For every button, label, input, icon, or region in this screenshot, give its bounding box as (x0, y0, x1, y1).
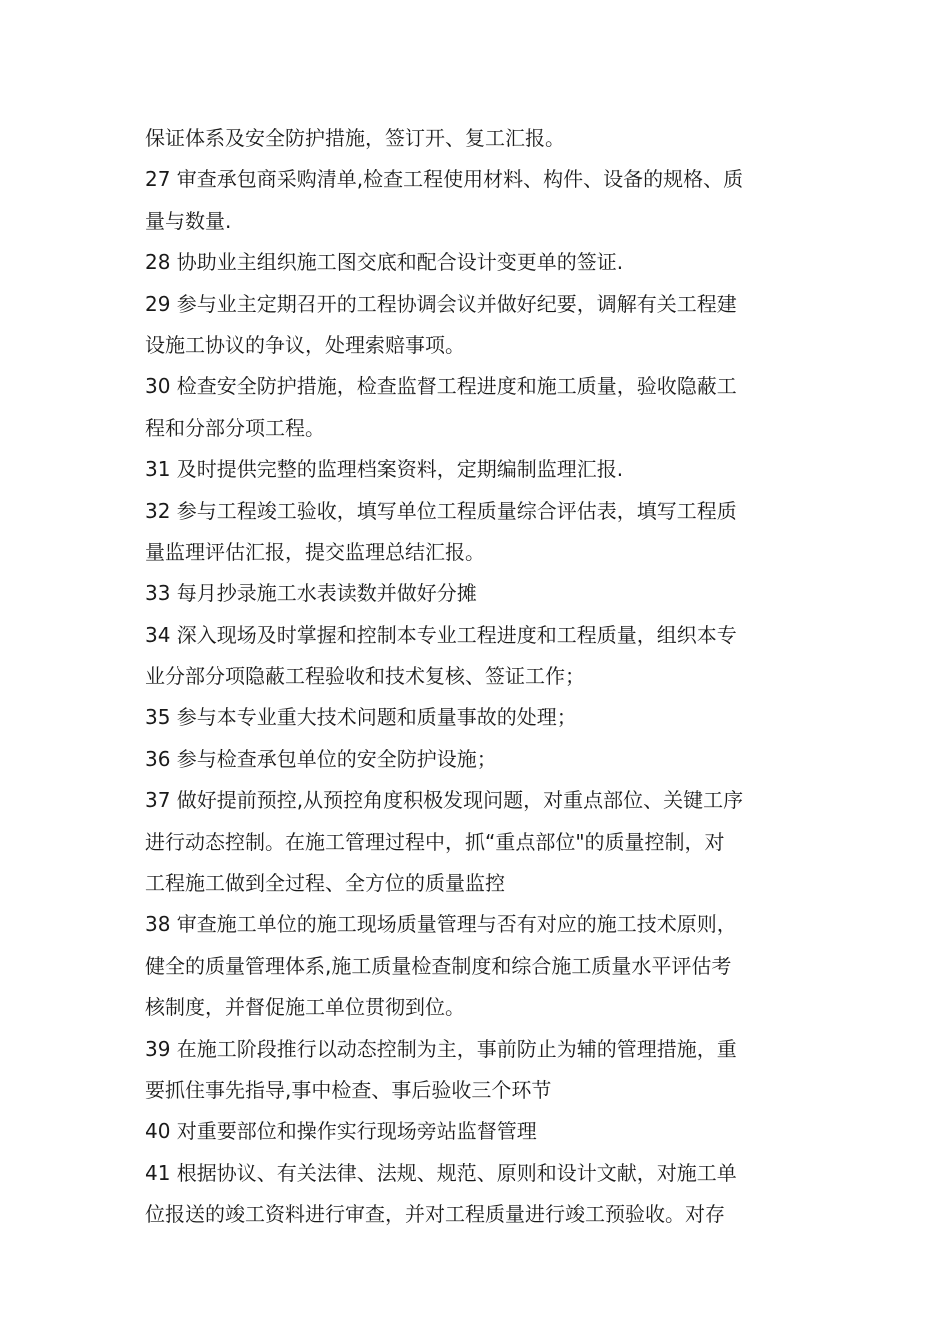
text-line: 36 参与检查承包单位的安全防护设施； (145, 746, 497, 771)
text-line: 进行动态控制。在施工管理过程中，抓“重点部位"的质量控制，对 (145, 829, 725, 854)
text-line: 量监理评估汇报，提交监理总结汇报。 (145, 539, 485, 564)
text-line: 35 参与本专业重大技术问题和质量事故的处理； (145, 705, 577, 730)
text-line: 设施工协议的争议，处理索赔事项。 (145, 332, 465, 357)
text-line: 27 审查承包商采购清单,检查工程使用材料、构件、设备的规格、质 (145, 167, 744, 192)
text-line: 程和分部分项工程。 (145, 415, 325, 440)
text-line: 量与数量. (145, 208, 232, 233)
text-line: 28 协助业主组织施工图交底和配合设计变更单的签证. (145, 250, 624, 275)
text-line: 39 在施工阶段推行以动态控制为主，事前防止为辅的管理措施，重 (145, 1036, 737, 1061)
text-line: 健全的质量管理体系,施工质量检查制度和综合施工质量水平评估考 (145, 953, 732, 978)
text-line: 31 及时提供完整的监理档案资料，定期编制监理汇报. (145, 457, 624, 482)
text-line: 30 检查安全防护措施，检查监督工程进度和施工质量，验收隐蔽工 (145, 374, 737, 399)
text-line: 保证体系及安全防护措施，签订开、复工汇报。 (145, 126, 565, 150)
text-line: 41 根据协议、有关法律、法规、规范、原则和设计文献，对施工单 (145, 1160, 737, 1185)
text-line: 33 每月抄录施工水表读数并做好分摊 (145, 581, 477, 606)
text-line: 业分部分项隐蔽工程验收和技术复核、签证工作； (145, 664, 585, 689)
document-body (145, 118, 805, 1236)
text-line: 位报送的竣工资料进行审查，并对工程质量进行竣工预验收。对存 (145, 1202, 725, 1227)
text-line: 工程施工做到全过程、全方位的质量监控 (145, 871, 505, 896)
text-line: 40 对重要部位和操作实行现场旁站监督管理 (145, 1119, 537, 1144)
text-line: 37 做好提前预控,从预控角度积极发现问题，对重点部位、关键工序 (145, 788, 744, 813)
text-line: 要抓住事先指导,事中检查、事后验收三个环节 (145, 1077, 552, 1102)
text-line: 32 参与工程竣工验收，填写单位工程质量综合评估表，填写工程质 (145, 498, 737, 523)
text-line: 34 深入现场及时掌握和控制本专业工程进度和工程质量，组织本专 (145, 622, 737, 647)
text-line: 29 参与业主定期召开的工程协调会议并做好纪要，调解有关工程建 (145, 291, 737, 316)
text-line: 核制度，并督促施工单位贯彻到位。 (145, 995, 465, 1020)
text-line: 38 审查施工单位的施工现场质量管理与否有对应的施工技术原则， (145, 912, 737, 937)
